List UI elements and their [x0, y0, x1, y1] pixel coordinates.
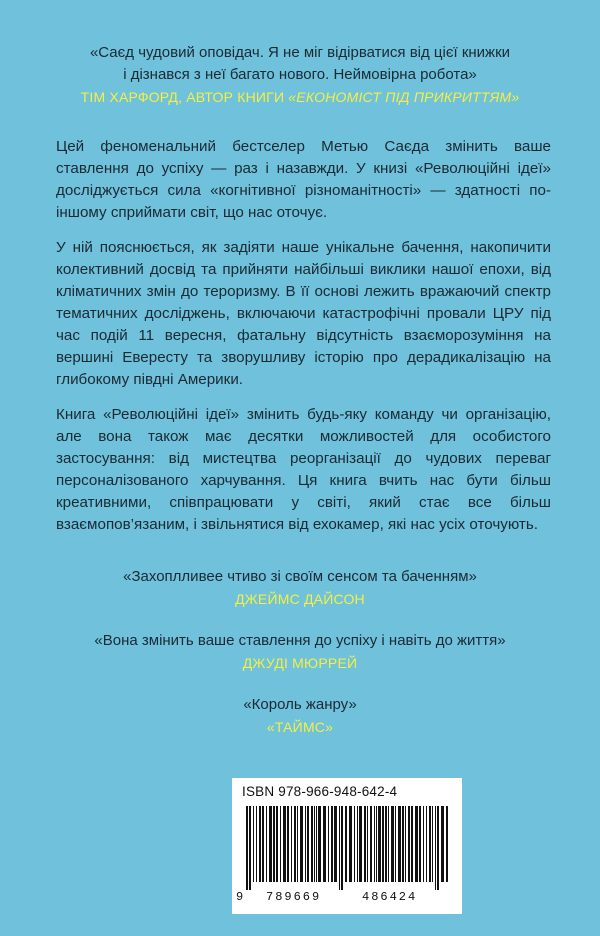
barcode-bar: [357, 806, 358, 882]
isbn-number: ISBN 978-966-948-642-4: [242, 784, 398, 799]
barcode-bar: [423, 806, 424, 882]
top-quote-author-name: ТІМ ХАРФОРД, АВТОР КНИГИ: [80, 89, 289, 105]
barcode-bar: [370, 806, 372, 882]
barcode-bar: [323, 806, 326, 882]
description-paragraph-2: У ній пояснюється, як задіяти наше унікальне бачення, накопичити колективний досвід та прийняти найбільші виклики нашої епохи, від кліматичних змін до тероризму. В її основі лежить вражаючий спектр тематичних досліджень, включаючи катастрофічні провали ЦРУ під час подій 11 вересня, фатальну відсутність взаєморозуміння на вершині Евересту та зворушливу історію про дерадикалізацію на глибокому півдні Америки.: [56, 239, 551, 388]
barcode-bar: [316, 806, 317, 882]
barcode-bar: [331, 806, 333, 882]
barcode-bar: [249, 806, 251, 890]
barcode-bar: [435, 806, 436, 890]
review-quote-1-author: ДЖЕЙМС ДАЙСОН: [235, 591, 365, 607]
review-quote-2-author: ДЖУДІ МЮРРЕЙ: [242, 655, 358, 671]
review-quote-2-text: «Вона змінить ваше ставлення до успіху і навіть до життя»: [94, 632, 506, 649]
barcode-bar: [253, 806, 254, 882]
barcode-bars: [246, 806, 451, 890]
top-quote-line-2: і дізнався з неї багато нового. Неймовірна робота»: [123, 66, 477, 83]
barcode-bar: [446, 806, 448, 882]
barcode-bar: [437, 806, 439, 890]
barcode-bar: [273, 806, 275, 882]
barcode-bar: [385, 806, 387, 882]
barcode-digit-group-2: 486424: [362, 890, 418, 904]
barcode-bar: [345, 806, 347, 882]
barcode-bar: [300, 806, 303, 882]
barcode-bar: [287, 806, 289, 882]
review-quote-3: [60, 694, 540, 738]
barcode-digit-first: 9: [236, 890, 244, 904]
barcode-bar: [429, 806, 431, 882]
barcode-bar: [246, 806, 248, 890]
barcode-bar: [426, 806, 427, 882]
isbn-barcode: [232, 778, 462, 914]
barcode-bar: [276, 806, 278, 882]
barcode-bar: [364, 806, 366, 882]
barcode-bar: [297, 806, 298, 882]
barcode-bar: [367, 806, 368, 882]
barcode-bar: [408, 806, 410, 882]
barcode-bar: [280, 806, 281, 882]
barcode-bar: [376, 806, 377, 882]
barcode-bar: [339, 806, 340, 890]
barcode-bar: [441, 806, 444, 882]
barcode-bar: [311, 806, 313, 882]
top-quote: [60, 42, 540, 108]
barcode-bar: [432, 806, 433, 882]
top-quote-line-1: «Саєд чудовий оповідач. Я не міг відірватися від цієї книжки: [89, 44, 511, 61]
barcode-bar: [415, 806, 418, 882]
barcode-bar: [388, 806, 389, 882]
review-quote-3-text: «Король жанру»: [243, 696, 357, 713]
review-quote-2: [60, 630, 540, 674]
barcode-bar: [262, 806, 264, 882]
barcode-bar: [354, 806, 355, 882]
barcode-bar: [391, 806, 394, 882]
barcode-bar: [395, 806, 396, 882]
barcode-bar: [382, 806, 384, 882]
barcode-bar: [411, 806, 413, 882]
barcode-bar: [259, 806, 261, 882]
barcode-bar: [374, 806, 375, 882]
barcode-bar: [266, 806, 267, 882]
barcode-bar: [402, 806, 404, 882]
barcode-bar: [269, 806, 272, 882]
barcode-bar: [307, 806, 309, 882]
top-quote-author-book: «ЕКОНОМІСТ ПІД ПРИКРИТТЯМ»: [288, 89, 520, 105]
description-paragraph-3: Книга «Революційні ідеї» змінить будь-яку команду чи організацію, але вона також має десятки можливостей для особистого застосування: від мистецтва реорганізації до чудових переваг персоналізованого харчування. Ця книга вчить нас бути більш креативними, співпрацювати у світі, який стає все більш взаємопов’язаним, і звільнятися від ехокамер, які нас усіх оточують.: [56, 406, 551, 533]
barcode-bar: [405, 806, 406, 882]
barcode-bar: [294, 806, 296, 882]
barcode-digit-group-1: 789669: [266, 890, 322, 904]
review-quote-1-text: «Захоплливее чтиво зі своїм сенсом та баченням»: [123, 568, 477, 585]
description: [56, 136, 551, 549]
barcode-bar: [398, 806, 401, 882]
barcode-bar: [334, 806, 337, 882]
barcode-bar: [359, 806, 362, 882]
review-quote-3-author: «ТАЙМС»: [266, 719, 334, 735]
barcode-bar: [305, 806, 306, 882]
review-quote-1: [60, 566, 540, 610]
description-paragraph-1: Цей феноменальний бестселер Метью Саєда змінить ваше ставлення до успіху — раз і назавжди. У книзі «Революційні ідеї» досліджується сила «когнітивної різноманітності» — здатності по-іншому сприймати світ, що нас оточує.: [56, 138, 551, 221]
barcode-bar: [328, 806, 329, 882]
barcode-bar: [256, 806, 257, 882]
barcode-bar: [291, 806, 292, 882]
top-quote-author: [60, 86, 540, 108]
barcode-bar: [314, 806, 315, 882]
barcode-bar: [318, 806, 321, 882]
barcode-bar: [349, 806, 352, 882]
barcode-bar: [378, 806, 381, 882]
barcode-bar: [283, 806, 286, 882]
barcode-bar: [419, 806, 421, 882]
barcode-bar: [341, 806, 343, 890]
